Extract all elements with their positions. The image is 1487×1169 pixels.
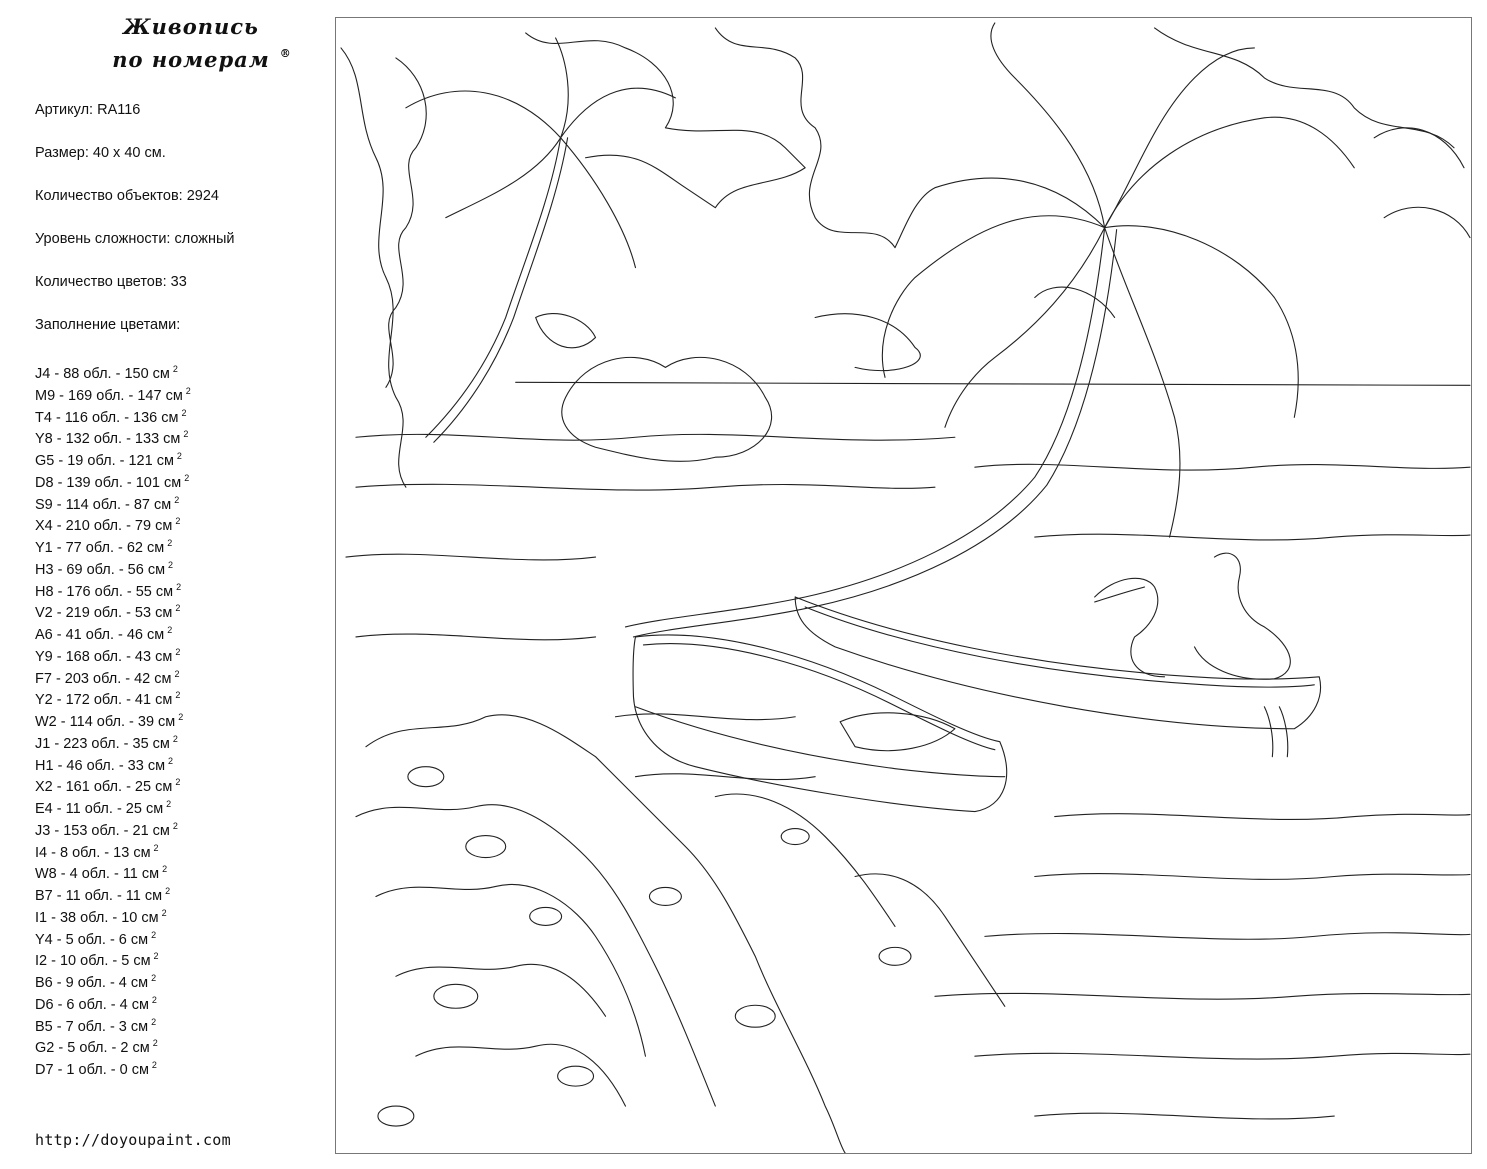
water-ripple	[616, 714, 816, 780]
area-unit-exponent: 2	[172, 364, 178, 374]
left-palm-trunk	[426, 138, 561, 437]
color-fill-list	[35, 359, 325, 1077]
left-palm-fronds	[406, 38, 676, 268]
area-unit-exponent: 2	[162, 864, 168, 875]
spec-fill-heading: Заполнение цветами:	[35, 317, 181, 333]
area-unit-exponent: 2	[166, 799, 172, 809]
area-unit-exponent: 2	[175, 646, 181, 657]
color-fill-text: S9 - 114 обл. - 87 см	[35, 496, 172, 513]
cloud-outline	[715, 28, 895, 248]
color-fill-text: A6 - 41 обл. - 46 см	[35, 627, 165, 643]
area-unit-exponent: 2	[165, 886, 171, 896]
pelican-outline	[1194, 553, 1290, 679]
area-unit-exponent: 2	[151, 1060, 157, 1070]
right-palm-fronds	[1105, 117, 1355, 227]
back-boat-hull	[795, 597, 1320, 729]
left-palm-trunk	[434, 138, 568, 442]
area-unit-exponent: 2	[153, 951, 159, 962]
left-foliage	[341, 48, 406, 487]
horizon-line	[516, 382, 1470, 385]
color-fill-row	[35, 381, 325, 403]
color-fill-row	[35, 772, 325, 794]
color-fill-text: I1 - 38 обл. - 10 см	[35, 909, 159, 926]
spec-article: Артикул: RA116	[35, 102, 141, 118]
area-unit-exponent: 2	[175, 603, 181, 614]
color-fill-text: G2 - 5 обл. - 2 см	[35, 1040, 150, 1057]
spec-object-count: Количество объектов: 2924	[35, 188, 219, 204]
brand-logo	[96, 10, 292, 76]
foreground-foliage	[356, 805, 715, 1106]
right-palm-fronds	[895, 178, 1105, 248]
foreground-foliage	[376, 885, 646, 1057]
water-ripple	[346, 554, 596, 560]
color-fill-row	[35, 555, 325, 577]
leaf-blob	[408, 767, 444, 787]
color-fill-text: D7 - 1 обл. - 0 см	[35, 1062, 149, 1078]
area-unit-exponent: 2	[151, 973, 157, 983]
water-ripple	[935, 993, 1470, 999]
right-palm-fronds	[1105, 48, 1255, 228]
color-fill-row	[35, 794, 325, 816]
color-fill-row	[35, 859, 325, 881]
color-fill-text: D6 - 6 обл. - 4 см	[35, 996, 149, 1013]
color-fill-row	[35, 446, 325, 468]
brand-line-1: Живопись	[123, 14, 259, 39]
foreground-foliage	[715, 794, 895, 926]
area-unit-exponent: 2	[152, 1038, 158, 1049]
color-fill-row	[35, 990, 325, 1012]
color-fill-text: J3 - 153 обл. - 21 см	[35, 822, 170, 839]
line-art-illustration	[336, 18, 1471, 1153]
color-fill-row	[35, 359, 325, 381]
website-url: http://doyoupaint.com	[35, 1131, 231, 1149]
color-fill-row	[35, 1033, 325, 1055]
water-ripple	[1055, 814, 1470, 820]
color-fill-text: H1 - 46 обл. - 33 см	[35, 757, 166, 774]
coloring-canvas	[335, 17, 1472, 1154]
area-unit-exponent: 2	[168, 559, 174, 570]
cloud-outline	[1374, 128, 1470, 238]
right-palm-fronds	[991, 23, 1105, 228]
area-unit-exponent: 2	[181, 407, 187, 418]
front-boat-hull	[635, 707, 1004, 777]
water-ripple	[975, 464, 1470, 470]
water-ripple	[1035, 1113, 1334, 1119]
cloud-outline	[1035, 287, 1115, 317]
leaf-blob	[378, 1106, 414, 1126]
color-fill-row	[35, 707, 325, 729]
leaf-blob	[434, 984, 478, 1008]
area-unit-exponent: 2	[183, 429, 189, 440]
color-fill-row	[35, 533, 325, 555]
color-fill-text: Y9 - 168 обл. - 43 см	[35, 648, 173, 665]
leaf-blob	[558, 1066, 594, 1086]
leaf-blob	[781, 829, 809, 845]
color-fill-row	[35, 946, 325, 968]
color-fill-row	[35, 1012, 325, 1034]
water-ripple	[975, 1053, 1470, 1059]
area-unit-exponent: 2	[167, 625, 173, 635]
color-fill-text: I2 - 10 обл. - 5 см	[35, 953, 151, 970]
color-fill-row	[35, 598, 325, 620]
color-fill-row	[35, 685, 325, 707]
color-fill-text: G5 - 19 обл. - 121 см	[35, 453, 174, 469]
spec-color-count: Количество цветов: 33	[35, 274, 187, 290]
area-unit-exponent: 2	[151, 929, 157, 940]
water-ripple	[356, 434, 955, 440]
color-fill-row	[35, 925, 325, 947]
front-boat-hull	[633, 635, 1007, 812]
area-unit-exponent: 2	[176, 581, 182, 592]
color-fill-text: I4 - 8 обл. - 13 см	[35, 844, 151, 861]
area-unit-exponent: 2	[175, 777, 181, 788]
color-fill-row	[35, 664, 325, 686]
water-ripple	[356, 484, 935, 490]
foreground-foliage	[396, 964, 606, 1016]
color-fill-row	[35, 1055, 325, 1077]
color-fill-text: H3 - 69 обл. - 56 см	[35, 561, 166, 578]
right-palm-fronds	[882, 216, 1104, 378]
color-fill-row	[35, 838, 325, 860]
product-specs	[35, 100, 325, 358]
color-fill-text: V2 - 219 обл. - 53 см	[35, 605, 173, 622]
area-unit-exponent: 2	[176, 451, 182, 461]
spec-size: Размер: 40 х 40 см.	[35, 145, 166, 161]
color-fill-text: X4 - 210 обл. - 79 см	[35, 518, 173, 535]
cloud-outline	[815, 314, 920, 371]
color-fill-text: F7 - 203 обл. - 42 см	[35, 670, 172, 687]
area-unit-exponent: 2	[172, 733, 178, 744]
cloud-outline	[526, 33, 806, 208]
spec-difficulty: Уровень сложности: сложный	[35, 231, 235, 247]
right-palm-fronds	[1105, 226, 1299, 418]
color-fill-text: B6 - 9 обл. - 4 см	[35, 975, 149, 991]
front-boat-hull	[643, 644, 994, 750]
island-bushes	[562, 357, 772, 461]
area-unit-exponent: 2	[185, 385, 191, 396]
color-fill-row	[35, 620, 325, 642]
area-unit-exponent: 2	[174, 494, 180, 505]
color-fill-row	[35, 642, 325, 664]
color-fill-row	[35, 403, 325, 425]
oar-outline	[1264, 707, 1287, 757]
foreground-foliage	[855, 874, 1005, 1006]
color-fill-row	[35, 903, 325, 925]
color-fill-text: M9 - 169 обл. - 147 см	[35, 387, 183, 404]
registered-mark: ®	[279, 47, 292, 60]
area-unit-exponent: 2	[167, 538, 173, 548]
color-fill-text: J4 - 88 обл. - 150 см	[35, 366, 170, 382]
color-fill-row	[35, 751, 325, 773]
color-fill-row	[35, 729, 325, 751]
right-palm-trunk	[625, 228, 1104, 627]
color-fill-row	[35, 490, 325, 512]
color-fill-text: Y2 - 172 обл. - 41 см	[35, 692, 173, 709]
area-unit-exponent: 2	[178, 712, 184, 722]
leaf-blob	[530, 907, 562, 925]
leaf-blob	[649, 887, 681, 905]
color-fill-text: D8 - 139 обл. - 101 см	[35, 474, 182, 491]
color-fill-text: X2 - 161 обл. - 25 см	[35, 779, 173, 796]
foreground-foliage	[416, 1044, 626, 1106]
area-unit-exponent: 2	[168, 755, 174, 766]
foreground-foliage	[366, 715, 845, 1153]
right-palm-fronds	[945, 228, 1105, 428]
leaf-blob	[879, 947, 911, 965]
color-fill-text: B7 - 11 обл. - 11 см	[35, 888, 163, 904]
area-unit-exponent: 2	[184, 472, 190, 483]
color-fill-row	[35, 881, 325, 903]
cloud-outline	[1155, 28, 1454, 148]
leaf-blob	[466, 836, 506, 858]
color-fill-row	[35, 511, 325, 533]
boat-seat	[840, 713, 955, 751]
area-unit-exponent: 2	[151, 1016, 157, 1027]
leaf-blob	[735, 1005, 775, 1027]
water-ripple	[356, 634, 596, 640]
water-ripple	[1035, 874, 1470, 880]
color-fill-text: W8 - 4 обл. - 11 см	[35, 866, 160, 883]
color-fill-text: Y8 - 132 обл. - 133 см	[35, 431, 181, 448]
brand-line-2-text: по номерам	[112, 47, 270, 72]
color-fill-text: Y4 - 5 обл. - 6 см	[35, 931, 149, 948]
color-fill-row	[35, 968, 325, 990]
area-unit-exponent: 2	[174, 668, 180, 679]
water-ripple	[985, 933, 1470, 940]
brand-line-2	[96, 43, 292, 76]
right-palm-fronds	[1105, 228, 1180, 537]
color-fill-row	[35, 577, 325, 599]
area-unit-exponent: 2	[151, 994, 157, 1005]
color-fill-row	[35, 816, 325, 838]
area-unit-exponent: 2	[161, 907, 167, 918]
area-unit-exponent: 2	[172, 820, 178, 831]
color-fill-text: H8 - 176 обл. - 55 см	[35, 583, 174, 600]
color-fill-text: B5 - 7 обл. - 3 см	[35, 1018, 149, 1035]
cloud-outline	[536, 314, 596, 348]
color-fill-row	[35, 468, 325, 490]
color-fill-text: Y1 - 77 обл. - 62 см	[35, 540, 165, 556]
area-unit-exponent: 2	[175, 690, 181, 701]
area-unit-exponent: 2	[153, 842, 159, 853]
color-fill-text: W2 - 114 обл. - 39 см	[35, 714, 176, 730]
water-ripple	[1035, 534, 1470, 540]
pelican-outline	[1095, 578, 1165, 677]
area-unit-exponent: 2	[175, 516, 181, 527]
color-fill-text: T4 - 116 обл. - 136 см	[35, 409, 179, 426]
color-fill-text: E4 - 11 обл. - 25 см	[35, 801, 164, 817]
color-fill-text: J1 - 223 обл. - 35 см	[35, 735, 170, 752]
color-fill-row	[35, 424, 325, 446]
back-boat-hull	[805, 607, 1314, 687]
